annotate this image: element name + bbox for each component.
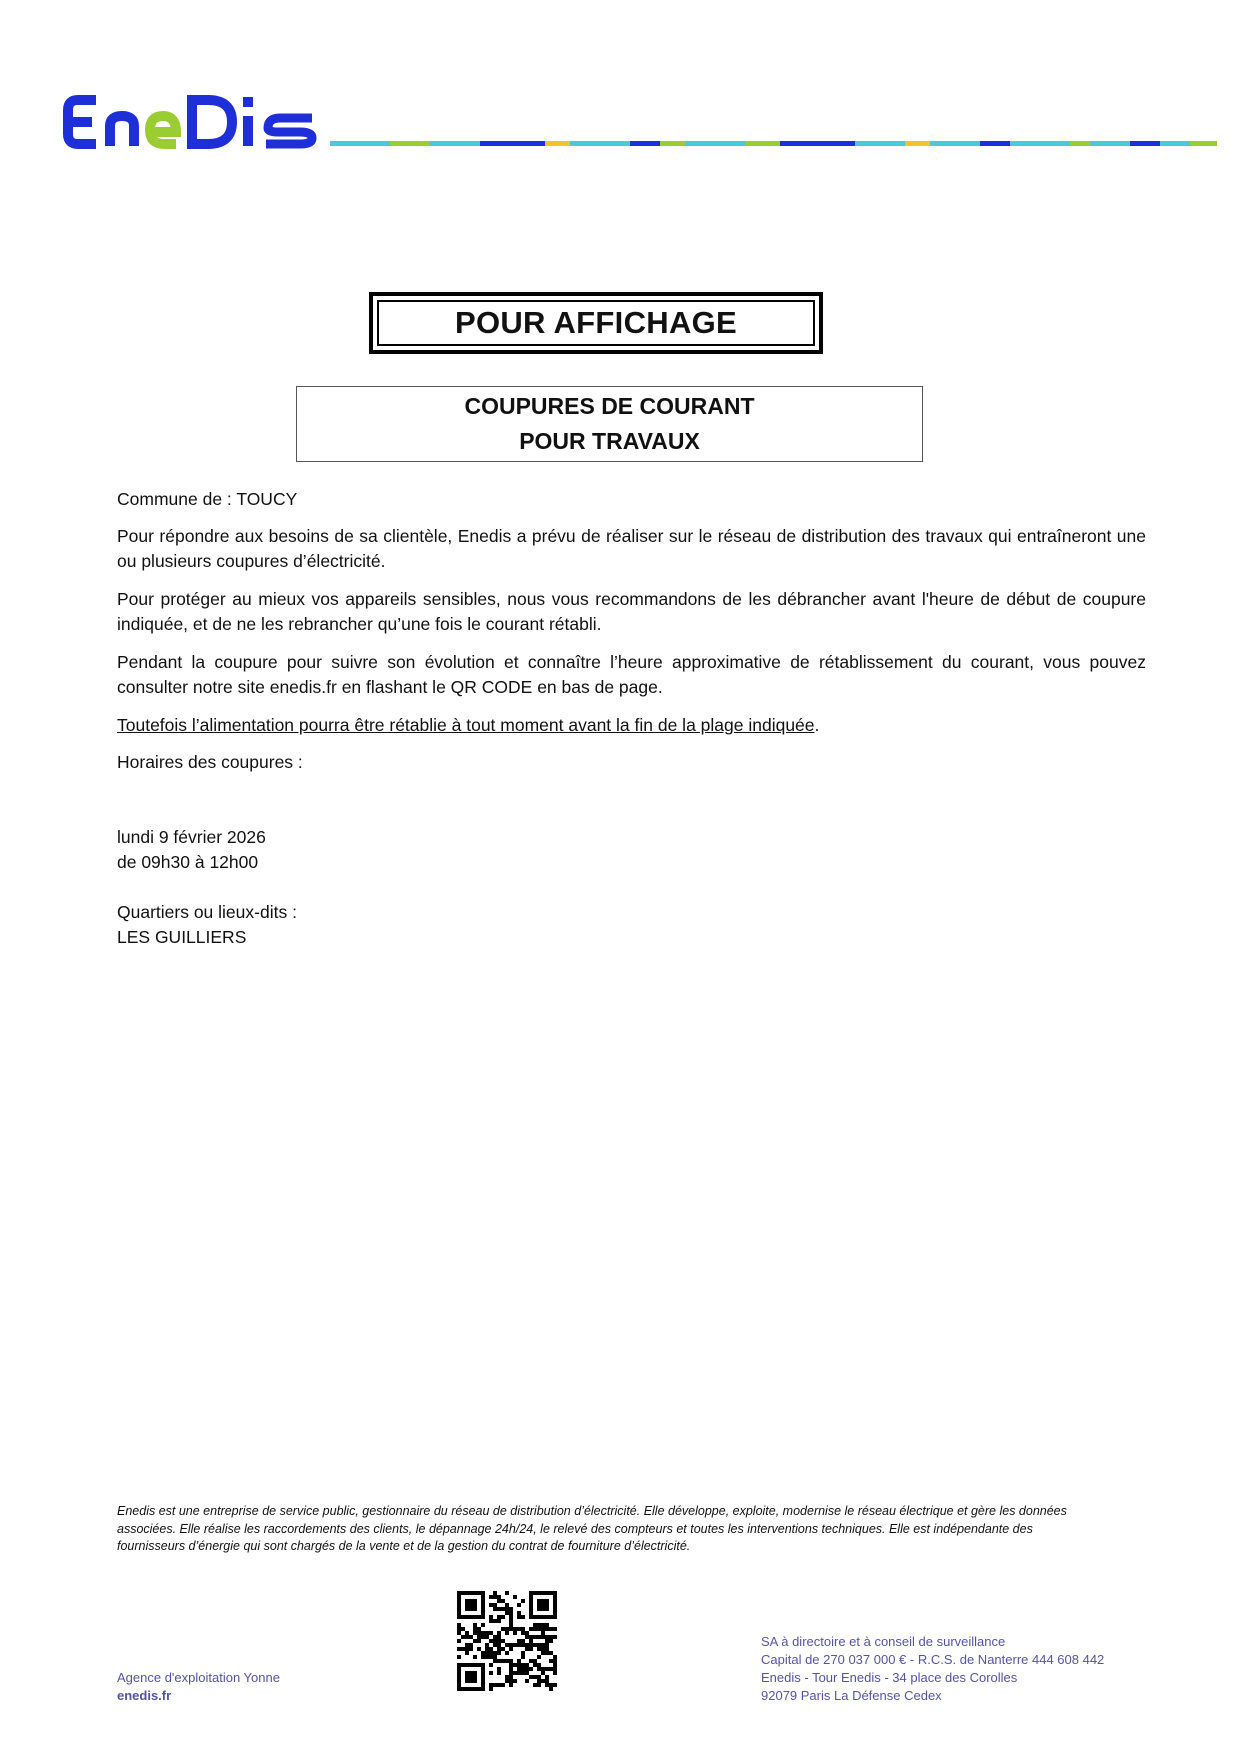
paragraph-2: Pour protéger au mieux vos appareils sensibles, nous vous recommandons de les débrancher avant l'heure de début de coupure indiquée, et de ne les rebrancher qu’une fois le courant rétabli. — [117, 589, 1146, 634]
pour-affichage-frame — [369, 292, 823, 354]
coupures-title-box — [296, 386, 923, 462]
header-color-stripe — [330, 141, 1227, 146]
legal-line-4: 92079 Paris La Défense Cedex — [761, 1688, 942, 1703]
paragraph-4 — [117, 713, 1146, 738]
legal-line-1: SA à directoire et à conseil de surveillance — [761, 1634, 1006, 1649]
legal-line-3: Enedis - Tour Enedis - 34 place des Corolles — [761, 1670, 1018, 1685]
coupures-title-line2: POUR TRAVAUX — [519, 428, 700, 454]
pour-affichage-title: POUR AFFICHAGE — [377, 300, 815, 346]
agency-block — [117, 1669, 280, 1705]
legal-block — [761, 1633, 1104, 1705]
paragraph-4-period: . — [814, 715, 820, 735]
disclaimer-line-3: fournisseurs d’énergie qui sont chargés de la vente et de la gestion du contrat de fourniture d’électricité. — [117, 1539, 691, 1553]
outage-time-range: de 09h30 à 12h00 — [117, 852, 259, 872]
enedis-logo — [62, 94, 322, 150]
paragraph-1: Pour répondre aux besoins de sa clientèle, Enedis a prévu de réaliser sur le réseau de distribution des travaux qui entraîneront une ou plusieurs coupures d’électricité. — [117, 526, 1146, 571]
footer-disclaimer — [117, 1503, 1117, 1556]
commune-line: Commune de : TOUCY — [117, 489, 298, 509]
disclaimer-line-1: Enedis est une entreprise de service public, gestionnaire du réseau de distribution d’électricité. Elle développe, exploite, modernise le réseau électrique et gère les données — [117, 1504, 1067, 1518]
paragraph-3: Pendant la coupure pour suivre son évolution et connaître l’heure approximative de rétablissement du courant, vous pouvez consulter notre site enedis.fr en flashant le QR CODE en bas de page. — [117, 652, 1146, 697]
horaires-label: Horaires des coupures : — [117, 752, 303, 772]
disclaimer-line-2: associées. Elle réalise les raccordements des clients, le dépannage 24h/24, le relevé des compteurs et toutes les interventions techniques. Elle est indépendante des — [117, 1521, 1033, 1536]
legal-line-2: Capital de 270 037 000 € - R.C.S. de Nanterre 444 608 442 — [761, 1652, 1105, 1667]
quartiers-label: Quartiers ou lieux-dits : — [117, 902, 297, 922]
qr-code-icon[interactable] — [457, 1591, 557, 1691]
paragraph-4-underlined: Toutefois l’alimentation pourra être rétablie à tout moment avant la fin de la plage indiquée — [117, 715, 815, 735]
website-link[interactable]: enedis.fr — [117, 1688, 172, 1703]
agency-name: Agence d'exploitation Yonne — [117, 1670, 280, 1685]
coupures-title-line1: COUPURES DE COURANT — [464, 393, 755, 419]
quartiers-value: LES GUILLIERS — [117, 927, 247, 947]
outage-date: lundi 9 février 2026 — [117, 827, 266, 847]
